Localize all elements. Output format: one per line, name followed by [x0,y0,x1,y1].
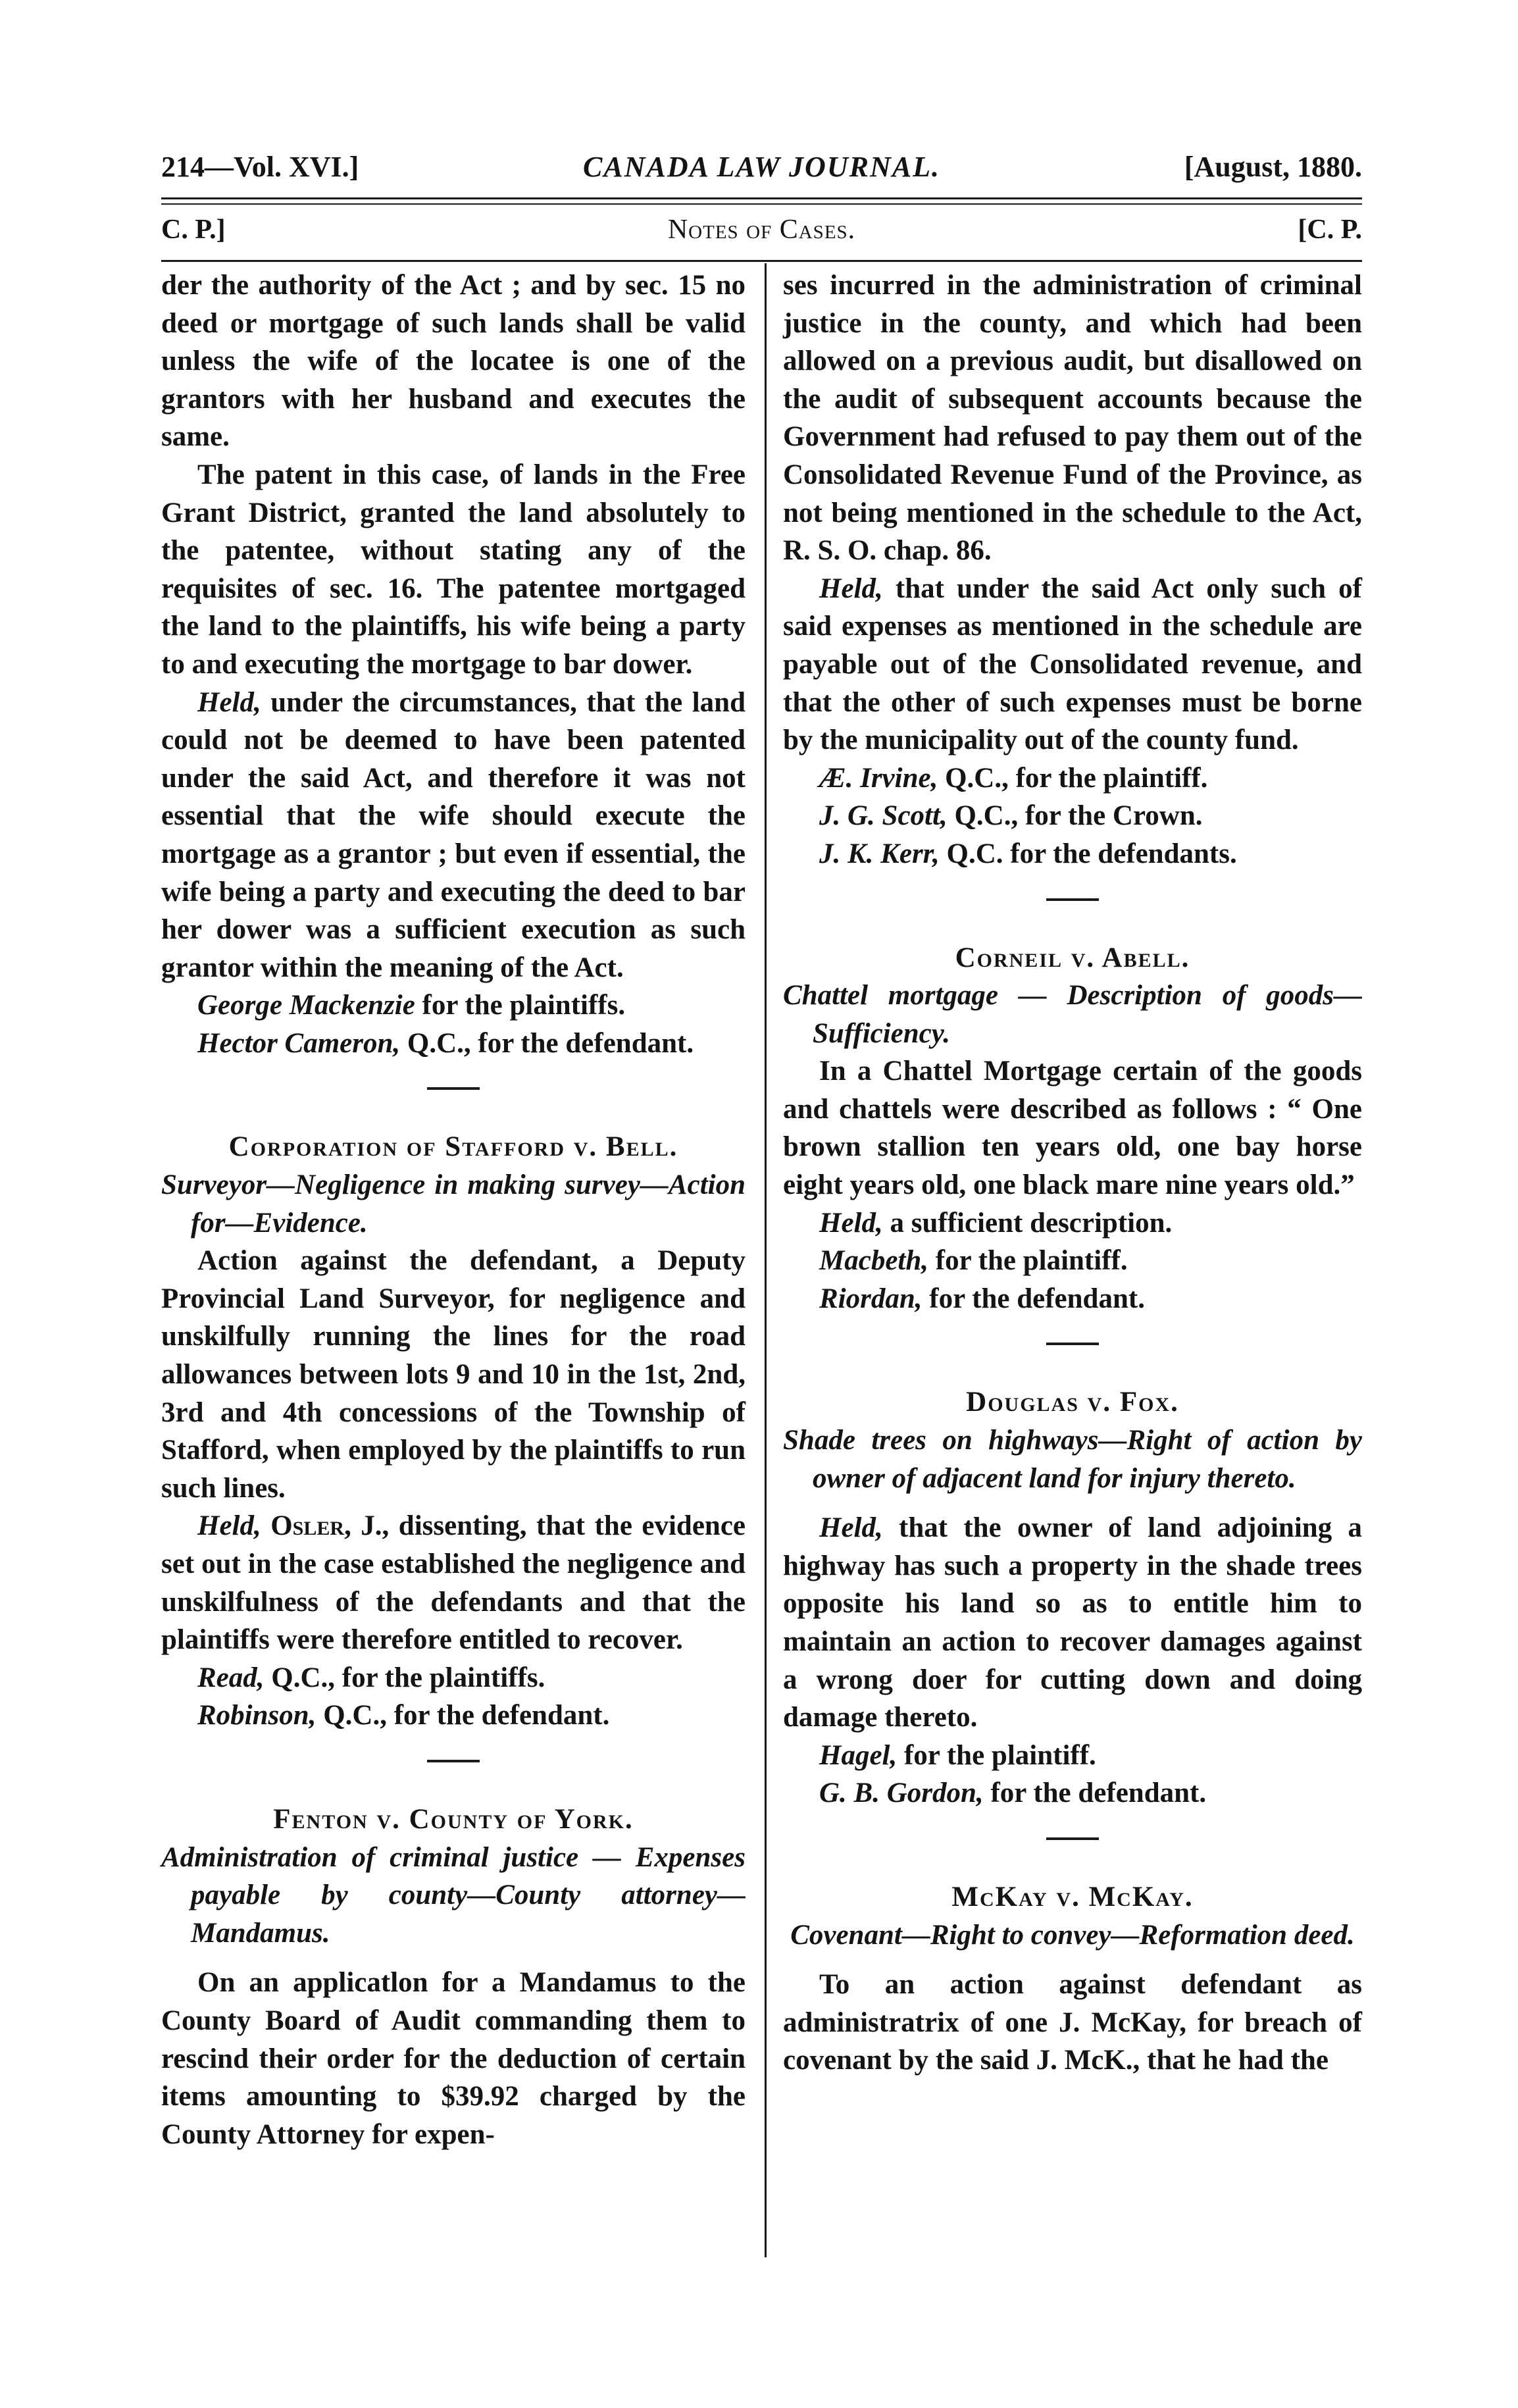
held-label: Held, [197,686,261,718]
page-number-volume: 214—Vol. XVI.] [161,151,359,183]
counsel-line [161,1659,746,1697]
holding-paragraph [783,570,1362,759]
case-separator [427,1087,480,1090]
counsel-name: J. G. Scott, [819,800,948,832]
counsel-line [161,986,746,1025]
case-separator [427,1760,480,1762]
left-column [161,267,746,2261]
counsel-role: Q.C., for the plaintiffs. [264,1662,545,1693]
held-label: Held, [819,1512,883,1544]
counsel-role: Q.C., for the plaintiff. [938,762,1208,794]
paragraph: In a Chattel Mortgage certain of the goods and chattels were described as follows : “ One brown stallion ten years old, one bay horse eight years old, one black mare nine years old.” [783,1056,1362,1201]
counsel-line [783,835,1362,873]
counsel-role: Q.C., for the defendant. [400,1027,694,1059]
counsel-role: for the plaintiffs. [415,990,626,1021]
paragraph: The patent in this case, of lands in the Free Grant District, granted the land absolutely to the patentee, without stating any of the requisites of sec. 16. The patentee mortgaged the land to the plaintiffs, his wife being a party to and executing the mortgage to bar dower. [161,459,746,680]
counsel-name: Riordan, [819,1283,923,1314]
counsel-line [783,1737,1362,1775]
counsel-line [783,1774,1362,1812]
counsel-name: George Mackenzie [197,990,415,1021]
case-syllabus: Surveyor—Negligence in making survey—Action for—Evidence. [161,1169,746,1239]
holding-text: , J., dissenting, that the evidence set out in the case established the negligence and unskilfulness of the defendants and that the plaintiffs were therefore entitled to recover. [161,1510,746,1656]
journal-title: CANADA LAW JOURNAL. [583,151,940,183]
counsel-line [783,759,1362,798]
holding-text: under the circumstances, that the land could not be deemed to have been patented under the said Act, and therefore it was not essential that the wife should execute the mortgage as a grantor ; but even if essential, the wife being a party and executing the deed to bar her dower was a sufficient execution as such grantor within the meaning of the Act. [161,686,746,983]
case-title: Fenton v. County of York. [273,1803,634,1835]
holding-text: a sufficient description. [882,1207,1173,1239]
counsel-role: for the plaintiff. [928,1245,1128,1277]
paragraph: der the authority of the Act ; and by sec. 15 no deed or mortgage of such lands shall be valid unless the wife of the locatee is one of the grantors with her husband and executes the same. [161,270,746,453]
case-title: McKay v. McKay. [951,1881,1194,1912]
case-title: Corneil v. Abell. [955,942,1190,973]
case-syllabus: Chattel mortgage — Description of goods—Sufficiency. [783,980,1362,1049]
judge-name: Osler [270,1510,345,1542]
holding-text: that under the said Act only such of said expenses as mentioned in the schedule are payable out of the Consolidated revenue, and that the other of such expenses must be borne by the municipality out of the county fund. [783,573,1362,756]
counsel-line [783,1242,1362,1280]
header-double-rule [161,197,1362,205]
held-label: Held, [819,1207,883,1239]
paragraph: On an applicatlon for a Mandamus to the County Board of Audit commanding them to rescind their order for the deduction of certain items amounting to $39.92 charged by the County Attorney for expen- [161,1967,746,2150]
holding-text: that the owner of land adjoining a highway has such a property in the shade trees opposite his land so as to entitle him to maintain an action to recover damages against a wrong doer for cutting down and doing damage thereto. [783,1512,1362,1733]
counsel-line [161,1025,746,1063]
paragraph: ses incurred in the administration of criminal justice in the county, and which had been allowed on a previous audit, but disallowed on the audit of subsequent accounts because the Government had refused to pay them out of the Consolidated Revenue Fund of the Province, as not being mentioned in the schedule to the Act, R. S. O. chap. 86. [783,270,1362,567]
holding-paragraph [161,1507,746,1658]
counsel-name: Æ. Irvine, [819,762,938,794]
court-abbrev-right: [C. P. [1298,215,1362,245]
counsel-line [783,797,1362,835]
counsel-role: Q.C., for the Crown. [947,800,1203,832]
section-head [161,214,1362,253]
holding-paragraph [783,1204,1362,1242]
holding-paragraph [783,1509,1362,1737]
case-syllabus: Covenant—Right to convey—Reformation deed. [790,1919,1355,1951]
right-column [783,267,1362,2261]
court-abbrev-left: C. P.] [161,215,226,245]
counsel-role: Q.C., for the defendant. [316,1700,610,1731]
counsel-name: G. B. Gordon, [819,1778,984,1809]
counsel-line [783,1280,1362,1318]
case-separator [1046,1343,1099,1345]
column-divider [765,263,767,2257]
counsel-role: for the defendant. [922,1283,1145,1314]
counsel-name: Hagel, [819,1739,898,1771]
case-syllabus: Administration of criminal justice — Expenses payable by county—County attorney—Mandamus. [161,1841,746,1949]
case-separator [1046,898,1099,901]
held-label: Held, [197,1510,261,1542]
counsel-role: for the plaintiff. [897,1739,1096,1771]
section-title: Notes of Cases. [667,215,856,245]
case-title: Corporation of Stafford v. Bell. [228,1131,678,1163]
counsel-name: Robinson, [197,1700,316,1731]
counsel-name: J. K. Kerr, [819,838,940,869]
holding-paragraph [161,684,746,987]
section-rule [161,260,1362,262]
counsel-role: for the defendant. [983,1778,1207,1809]
case-syllabus: Shade trees on highways—Right of action by owner of adjacent land for injury thereto. [783,1425,1362,1494]
case-title: Douglas v. Fox. [966,1387,1179,1418]
counsel-name: Read, [197,1662,265,1693]
counsel-line [161,1697,746,1735]
counsel-role: Q.C. for the defendants. [939,838,1237,869]
case-separator [1046,1837,1099,1840]
counsel-name: Hector Cameron, [197,1027,401,1059]
held-label: Held, [819,573,883,604]
counsel-name: Macbeth, [819,1245,929,1277]
paragraph: To an action against defendant as administratrix of one J. McKay, for breach of covenant by the said J. McK., that he had the [783,1969,1362,2076]
issue-date: [August, 1880. [1184,151,1362,183]
paragraph: Action against the defendant, a Deputy Provincial Land Surveyor, for negligence and unskilfully running the lines for the road allowances between lots 9 and 10 in the 1st, 2nd, 3rd and 4th concessions of the Township of Stafford, when employed by the plaintiffs to run such lines. [161,1245,746,1504]
running-head [161,150,1362,196]
